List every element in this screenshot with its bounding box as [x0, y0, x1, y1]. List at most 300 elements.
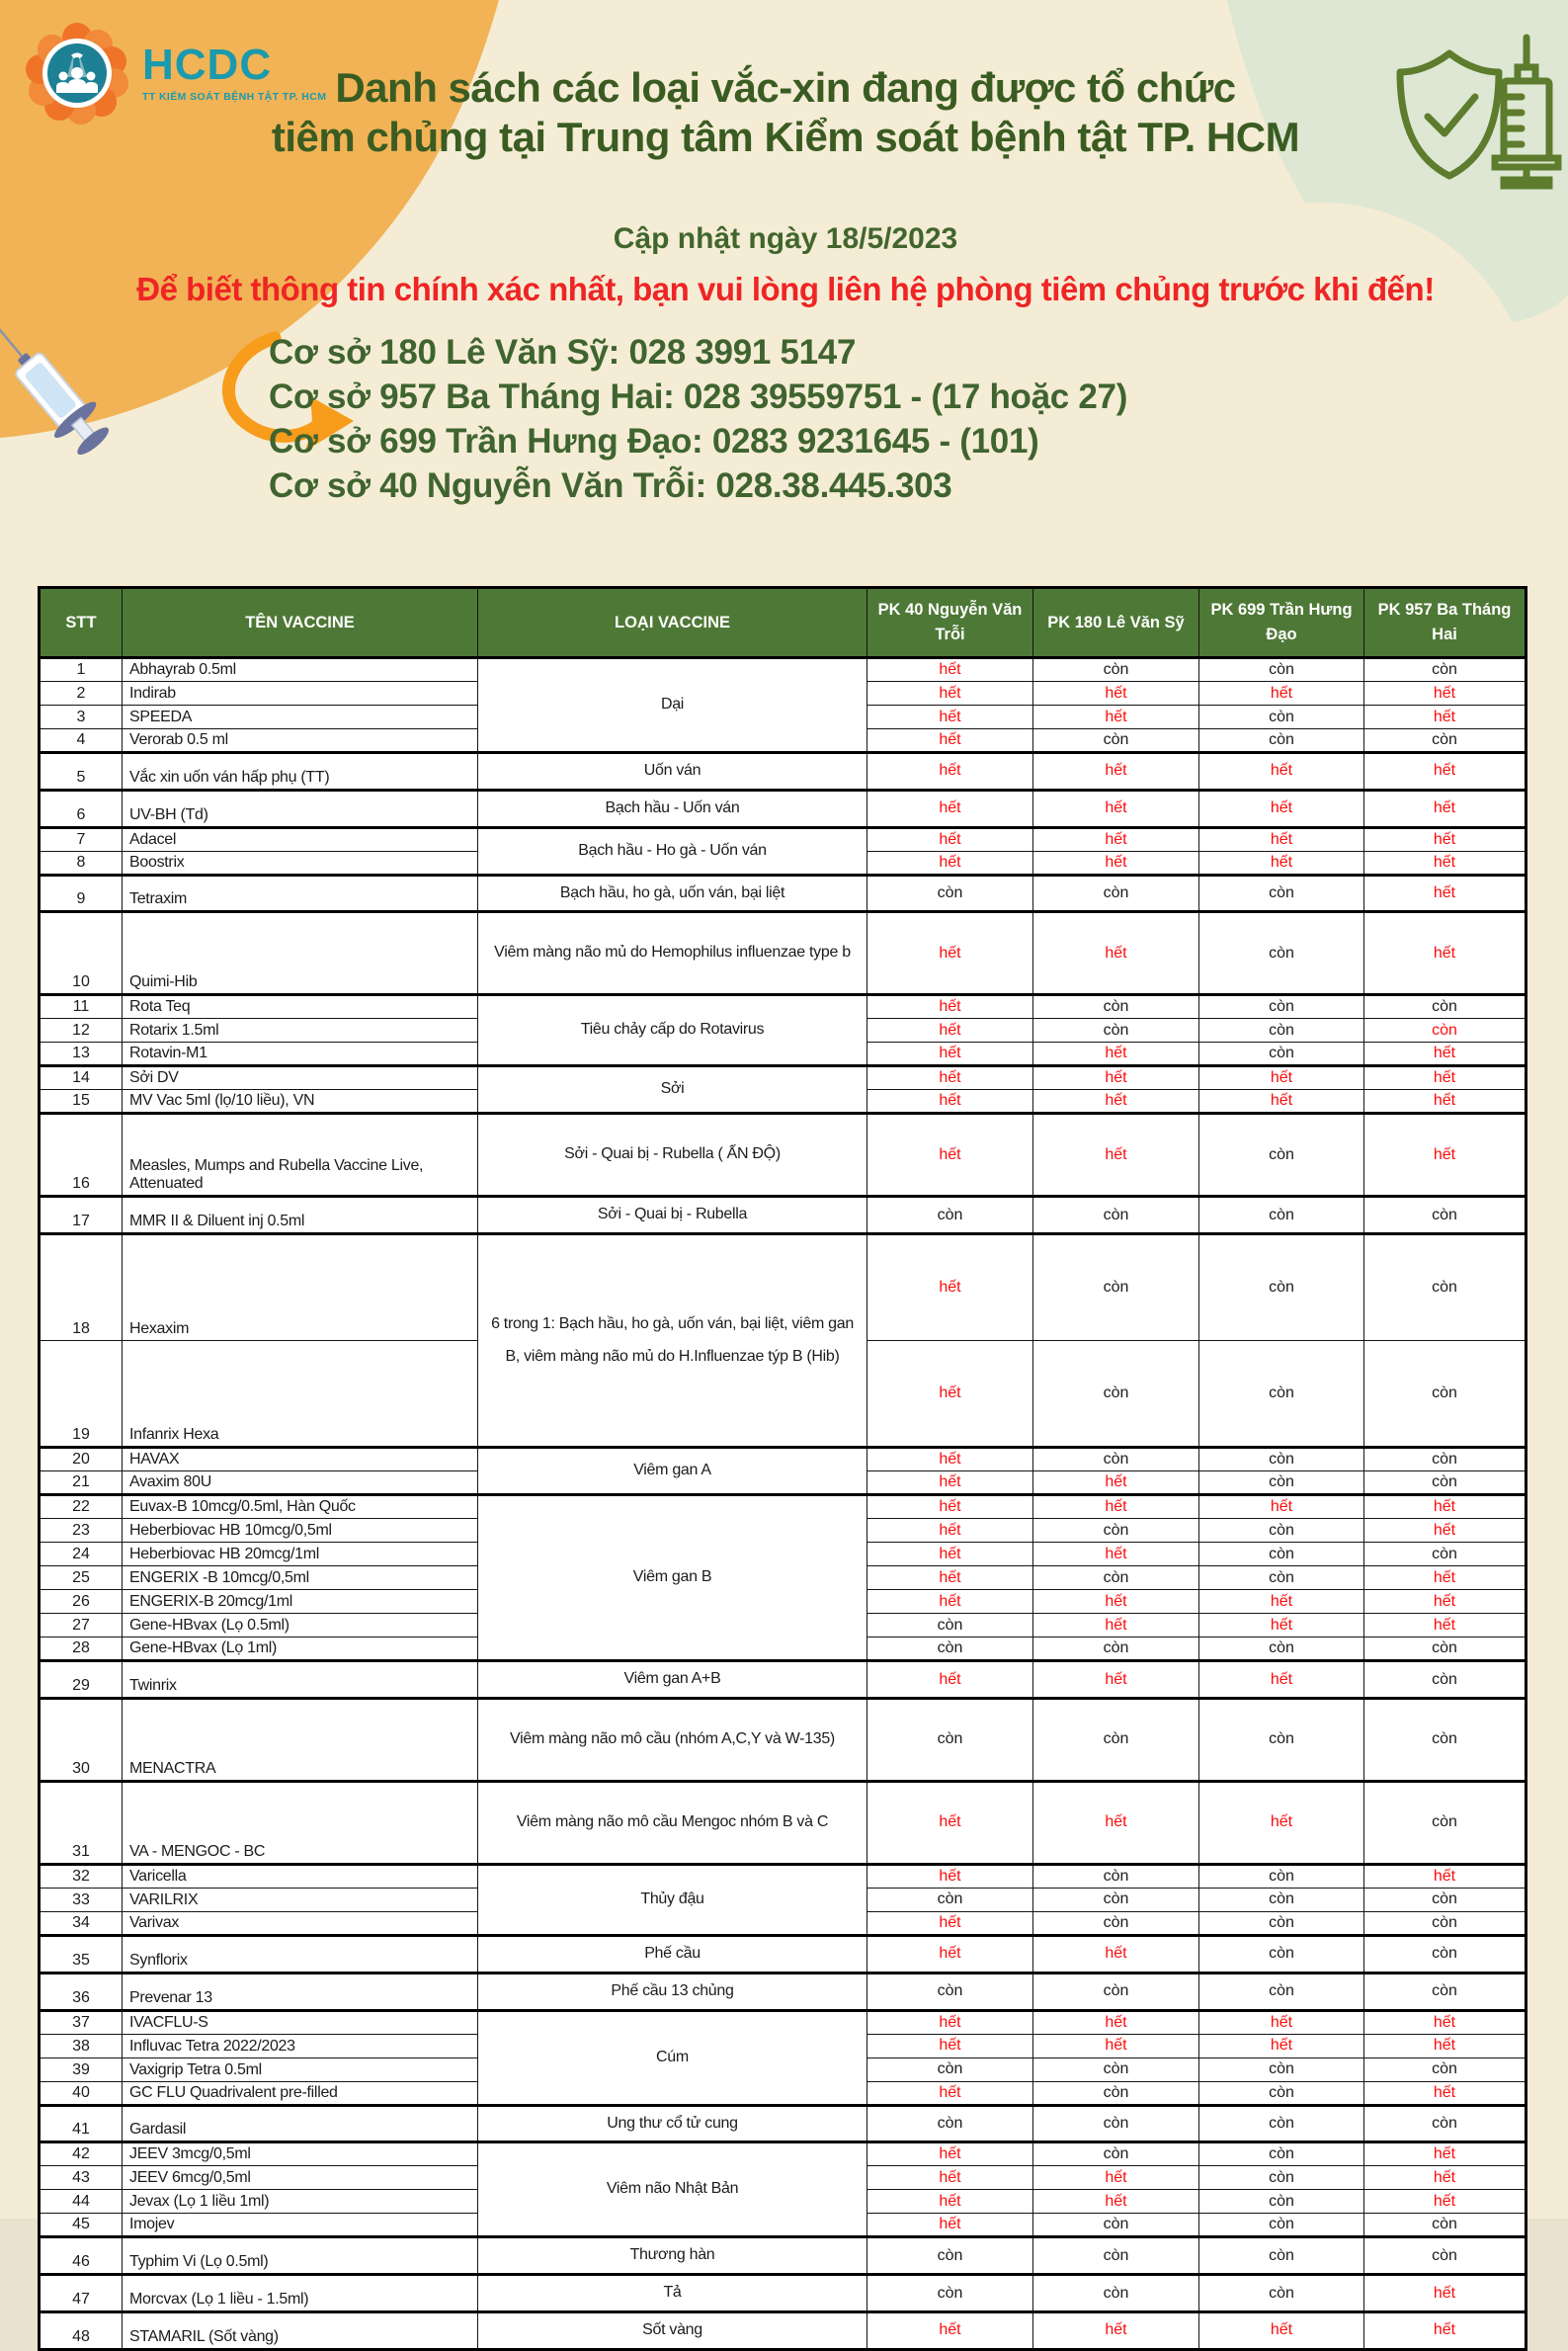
- status-cell: hết: [867, 682, 1033, 706]
- status-cell: còn: [1364, 1888, 1527, 1911]
- stt-cell: 24: [40, 1543, 123, 1566]
- status-cell: hết: [867, 1566, 1033, 1590]
- status-cell: hết: [867, 790, 1033, 827]
- vaccine-type-cell: Phế cầu: [478, 1935, 867, 1973]
- vaccine-name-cell: Boostrix: [123, 851, 478, 875]
- contact-line: Cơ sở 699 Trần Hưng Đạo: 0283 9231645 - (101): [269, 422, 1039, 461]
- stt-cell: 16: [40, 1114, 123, 1197]
- stt-cell: 4: [40, 729, 123, 753]
- logo-wordmark: HCDC: [142, 41, 273, 89]
- status-cell: còn: [1364, 1935, 1527, 1973]
- status-cell: còn: [1364, 1973, 1527, 2010]
- status-cell: hết: [1364, 1519, 1527, 1543]
- status-cell: còn: [1033, 1698, 1199, 1781]
- vaccine-name-cell: Sởi DV: [123, 1066, 478, 1090]
- status-cell: hết: [867, 1935, 1033, 1973]
- status-cell: hết: [1199, 2311, 1364, 2349]
- vaccine-name-cell: MMR II & Diluent inj 0.5ml: [123, 1197, 478, 1234]
- status-cell: còn: [1033, 1637, 1199, 1661]
- status-cell: còn: [1364, 1471, 1527, 1495]
- status-cell: hết: [1199, 682, 1364, 706]
- status-cell: hết: [867, 1019, 1033, 1043]
- status-cell: hết: [1364, 1864, 1527, 1888]
- stt-cell: 39: [40, 2057, 123, 2081]
- status-cell: còn: [1199, 1341, 1364, 1448]
- status-cell: còn: [1364, 995, 1527, 1019]
- status-cell: hết: [1364, 1066, 1527, 1090]
- vaccine-type-cell: Sởi - Quai bị - Rubella ( ẤN ĐỘ): [478, 1114, 867, 1197]
- status-cell: còn: [1033, 995, 1199, 1019]
- status-cell: hết: [1199, 1614, 1364, 1637]
- page-title-line1: Danh sách các loại vắc-xin đang được tổ chức: [335, 64, 1236, 111]
- vaccine-type-cell: Uốn ván: [478, 753, 867, 791]
- vaccine-name-cell: HAVAX: [123, 1448, 478, 1471]
- vaccine-name-cell: ENGERIX-B 20mcg/1ml: [123, 1590, 478, 1614]
- stt-cell: 46: [40, 2237, 123, 2275]
- status-cell: còn: [1199, 1471, 1364, 1495]
- table-row: [40, 1973, 1527, 2010]
- stt-cell: 27: [40, 1614, 123, 1637]
- status-cell: hết: [1364, 851, 1527, 875]
- stt-cell: 40: [40, 2081, 123, 2105]
- vaccine-name-cell: Varivax: [123, 1911, 478, 1935]
- status-cell: còn: [1364, 2057, 1527, 2081]
- stt-cell: 42: [40, 2142, 123, 2166]
- status-cell: hết: [1033, 1935, 1199, 1973]
- table-row: [40, 1114, 1527, 1197]
- status-cell: hết: [1364, 2034, 1527, 2057]
- status-cell: còn: [867, 2057, 1033, 2081]
- status-cell: còn: [1199, 2081, 1364, 2105]
- status-cell: hết: [1364, 1566, 1527, 1590]
- vaccine-name-cell: MV Vac 5ml (lọ/10 liều), VN: [123, 1090, 478, 1114]
- stt-cell: 20: [40, 1448, 123, 1471]
- column-header-5: PK 699 Trần Hưng Đạo: [1199, 588, 1364, 658]
- vaccine-type-cell: Tiêu chảy cấp do Rotavirus: [478, 995, 867, 1066]
- vaccine-type-cell: Viêm não Nhật Bản: [478, 2142, 867, 2237]
- stt-cell: 7: [40, 827, 123, 851]
- status-cell: còn: [1033, 1197, 1199, 1234]
- stt-cell: 17: [40, 1197, 123, 1234]
- stt-cell: 30: [40, 1698, 123, 1781]
- table-row: [40, 2105, 1527, 2142]
- vaccine-type-cell: Viêm gan A+B: [478, 1661, 867, 1699]
- status-cell: hết: [1033, 1114, 1199, 1197]
- vaccine-type-cell: Dại: [478, 658, 867, 753]
- status-cell: còn: [1033, 2142, 1199, 2166]
- status-cell: hết: [1364, 1590, 1527, 1614]
- vaccine-type-cell: Viêm gan B: [478, 1495, 867, 1661]
- vaccine-name-cell: Gene-HBvax (Lọ 1ml): [123, 1637, 478, 1661]
- status-cell: còn: [1033, 2275, 1199, 2312]
- status-cell: hết: [1364, 706, 1527, 729]
- vaccine-name-cell: GC FLU Quadrivalent pre-filled: [123, 2081, 478, 2105]
- vaccine-name-cell: Heberbiovac HB 20mcg/1ml: [123, 1543, 478, 1566]
- status-cell: còn: [1199, 1698, 1364, 1781]
- vaccine-type-cell: 6 trong 1: Bạch hầu, ho gà, uốn ván, bại liệt, viêm gan B, viêm màng não mủ do H.Influenzae týp B (Hib): [478, 1234, 867, 1448]
- status-cell: hết: [1199, 2010, 1364, 2034]
- status-cell: hết: [1364, 2010, 1527, 2034]
- status-cell: hết: [1199, 1661, 1364, 1699]
- vaccine-name-cell: Jevax (Lọ 1 liều 1ml): [123, 2190, 478, 2214]
- status-cell: còn: [1199, 1019, 1364, 1043]
- status-cell: còn: [1033, 2057, 1199, 2081]
- status-cell: còn: [1199, 875, 1364, 912]
- status-cell: hết: [867, 2311, 1033, 2349]
- status-cell: hết: [867, 1543, 1033, 1566]
- status-cell: hết: [1364, 753, 1527, 791]
- status-cell: hết: [1364, 2166, 1527, 2190]
- vaccine-name-cell: SPEEDA: [123, 706, 478, 729]
- status-cell: còn: [1364, 1448, 1527, 1471]
- status-cell: hết: [867, 1590, 1033, 1614]
- vaccine-name-cell: Hexaxim: [123, 1234, 478, 1341]
- status-cell: còn: [867, 1888, 1033, 1911]
- status-cell: hết: [1199, 851, 1364, 875]
- status-cell: hết: [1033, 1471, 1199, 1495]
- status-cell: hết: [867, 658, 1033, 682]
- vaccine-name-cell: Indirab: [123, 682, 478, 706]
- status-cell: còn: [1199, 2142, 1364, 2166]
- table-row: [40, 995, 1527, 1019]
- vaccine-type-cell: Thủy đậu: [478, 1864, 867, 1935]
- status-cell: còn: [1199, 1911, 1364, 1935]
- status-cell: còn: [1364, 1543, 1527, 1566]
- status-cell: còn: [1364, 1698, 1527, 1781]
- vaccine-type-cell: Cúm: [478, 2010, 867, 2105]
- vaccine-name-cell: Twinrix: [123, 1661, 478, 1699]
- status-cell: hết: [1364, 2311, 1527, 2349]
- table-row: [40, 2275, 1527, 2312]
- vaccine-type-cell: Bạch hầu - Uốn ván: [478, 790, 867, 827]
- status-cell: hết: [867, 1864, 1033, 1888]
- stt-cell: 6: [40, 790, 123, 827]
- status-cell: hết: [1033, 1090, 1199, 1114]
- status-cell: hết: [1199, 790, 1364, 827]
- stt-cell: 37: [40, 2010, 123, 2034]
- vaccine-type-cell: Viêm màng não mủ do Hemophilus influenzae type b: [478, 912, 867, 995]
- status-cell: hết: [867, 1090, 1033, 1114]
- stt-cell: 13: [40, 1043, 123, 1066]
- status-cell: còn: [1364, 658, 1527, 682]
- status-cell: hết: [867, 1043, 1033, 1066]
- contact-line: Cơ sở 957 Ba Tháng Hai: 028 39559751 - (17 hoặc 27): [269, 378, 1128, 416]
- column-header-6: PK 957 Ba Tháng Hai: [1364, 588, 1527, 658]
- status-cell: còn: [1199, 2057, 1364, 2081]
- stt-cell: 8: [40, 851, 123, 875]
- syringe-illustration: [0, 287, 148, 445]
- status-cell: còn: [1364, 1637, 1527, 1661]
- stt-cell: 22: [40, 1495, 123, 1519]
- status-cell: còn: [1364, 1019, 1527, 1043]
- table-row: [40, 753, 1527, 791]
- status-cell: còn: [1199, 1043, 1364, 1066]
- table-row: [40, 2010, 1527, 2034]
- status-cell: hết: [1033, 790, 1199, 827]
- vaccine-name-cell: Tetraxim: [123, 875, 478, 912]
- vaccine-name-cell: Vắc xin uốn ván hấp phụ (TT): [123, 753, 478, 791]
- status-cell: hết: [867, 851, 1033, 875]
- stt-cell: 9: [40, 875, 123, 912]
- status-cell: hết: [1364, 827, 1527, 851]
- status-cell: hết: [867, 2214, 1033, 2237]
- table-row: [40, 1935, 1527, 1973]
- status-cell: còn: [1033, 875, 1199, 912]
- status-cell: hết: [1033, 1543, 1199, 1566]
- status-cell: hết: [1033, 1661, 1199, 1699]
- status-cell: hết: [1033, 2166, 1199, 2190]
- vaccine-type-cell: Sởi: [478, 1066, 867, 1114]
- status-cell: còn: [1199, 658, 1364, 682]
- status-cell: còn: [1033, 2105, 1199, 2142]
- table-row: [40, 2311, 1527, 2349]
- column-header-2: LOẠI VACCINE: [478, 588, 867, 658]
- status-cell: còn: [867, 1637, 1033, 1661]
- vaccine-type-cell: Viêm màng não mô cầu Mengoc nhóm B và C: [478, 1781, 867, 1864]
- table-row: [40, 912, 1527, 995]
- table-header-row: [40, 588, 1527, 658]
- logo-tagline: TT KIỂM SOÁT BỆNH TẬT TP. HCM: [142, 91, 327, 103]
- vaccine-name-cell: ENGERIX -B 10mcg/0,5ml: [123, 1566, 478, 1590]
- status-cell: còn: [1199, 1566, 1364, 1590]
- status-cell: còn: [1364, 1781, 1527, 1864]
- vaccine-name-cell: Rotavin-M1: [123, 1043, 478, 1066]
- status-cell: hết: [867, 1448, 1033, 1471]
- stt-cell: 5: [40, 753, 123, 791]
- status-cell: còn: [1364, 1341, 1527, 1448]
- status-cell: còn: [867, 2275, 1033, 2312]
- hcdc-emblem-icon: [26, 22, 128, 125]
- stt-cell: 45: [40, 2214, 123, 2237]
- status-cell: còn: [1199, 1114, 1364, 1197]
- status-cell: hết: [867, 2081, 1033, 2105]
- status-cell: còn: [1364, 729, 1527, 753]
- status-cell: hết: [1364, 912, 1527, 995]
- vaccine-name-cell: Typhim Vi (Lọ 0.5ml): [123, 2237, 478, 2275]
- stt-cell: 12: [40, 1019, 123, 1043]
- table-row: [40, 1661, 1527, 1699]
- status-cell: còn: [1033, 1911, 1199, 1935]
- vaccine-name-cell: Imojev: [123, 2214, 478, 2237]
- vaccine-name-cell: Rotarix 1.5ml: [123, 1019, 478, 1043]
- status-cell: hết: [867, 706, 1033, 729]
- vaccine-name-cell: VA - MENGOC - BC: [123, 1781, 478, 1864]
- status-cell: hết: [1033, 851, 1199, 875]
- vaccine-name-cell: Quimi-Hib: [123, 912, 478, 995]
- status-cell: hết: [1364, 1495, 1527, 1519]
- stt-cell: 48: [40, 2311, 123, 2349]
- status-cell: hết: [1033, 1590, 1199, 1614]
- status-cell: hết: [1364, 2275, 1527, 2312]
- status-cell: hết: [867, 1781, 1033, 1864]
- stt-cell: 43: [40, 2166, 123, 2190]
- column-header-0: STT: [40, 588, 123, 658]
- status-cell: hết: [1364, 2190, 1527, 2214]
- status-cell: hết: [867, 1519, 1033, 1543]
- table-row: [40, 658, 1527, 682]
- page-title: [138, 63, 1433, 163]
- status-cell: hết: [1033, 827, 1199, 851]
- stt-cell: 38: [40, 2034, 123, 2057]
- status-cell: còn: [1199, 1519, 1364, 1543]
- status-cell: còn: [1033, 1519, 1199, 1543]
- status-cell: còn: [867, 1614, 1033, 1637]
- vaccine-table-container: [38, 586, 1527, 2351]
- column-header-4: PK 180 Lê Văn Sỹ: [1033, 588, 1199, 658]
- status-cell: hết: [1364, 682, 1527, 706]
- status-cell: hết: [1033, 2034, 1199, 2057]
- stt-cell: 2: [40, 682, 123, 706]
- vaccine-name-cell: MENACTRA: [123, 1698, 478, 1781]
- status-cell: hết: [1033, 1495, 1199, 1519]
- vaccine-name-cell: JEEV 3mcg/0,5ml: [123, 2142, 478, 2166]
- status-cell: hết: [867, 2190, 1033, 2214]
- status-cell: hết: [867, 995, 1033, 1019]
- status-cell: còn: [1033, 1566, 1199, 1590]
- vaccine-name-cell: Influvac Tetra 2022/2023: [123, 2034, 478, 2057]
- status-cell: còn: [1199, 1197, 1364, 1234]
- vaccine-type-cell: Sởi - Quai bị - Rubella: [478, 1197, 867, 1234]
- vaccine-name-cell: Adacel: [123, 827, 478, 851]
- status-cell: còn: [1364, 1661, 1527, 1699]
- stt-cell: 19: [40, 1341, 123, 1448]
- status-cell: còn: [1199, 995, 1364, 1019]
- status-cell: còn: [1033, 1864, 1199, 1888]
- status-cell: còn: [1199, 912, 1364, 995]
- vaccine-name-cell: Vaxigrip Tetra 0.5ml: [123, 2057, 478, 2081]
- stt-cell: 32: [40, 1864, 123, 1888]
- vaccine-name-cell: Varicella: [123, 1864, 478, 1888]
- status-cell: còn: [1033, 2237, 1199, 2275]
- status-cell: hết: [867, 1341, 1033, 1448]
- status-cell: hết: [1199, 1590, 1364, 1614]
- status-cell: hết: [867, 2142, 1033, 2166]
- status-cell: hết: [867, 827, 1033, 851]
- stt-cell: 31: [40, 1781, 123, 1864]
- status-cell: hết: [1033, 1614, 1199, 1637]
- status-cell: hết: [867, 729, 1033, 753]
- stt-cell: 41: [40, 2105, 123, 2142]
- contact-list: [269, 330, 1127, 508]
- status-cell: hết: [1364, 790, 1527, 827]
- status-cell: hết: [1199, 2034, 1364, 2057]
- status-cell: hết: [1033, 753, 1199, 791]
- table-row: [40, 1781, 1527, 1864]
- status-cell: hết: [1364, 2081, 1527, 2105]
- vaccine-name-cell: VARILRIX: [123, 1888, 478, 1911]
- vaccine-name-cell: Measles, Mumps and Rubella Vaccine Live, Attenuated: [123, 1114, 478, 1197]
- vaccine-name-cell: Morcvax (Lọ 1 liều - 1.5ml): [123, 2275, 478, 2312]
- status-cell: hết: [867, 1661, 1033, 1699]
- status-cell: còn: [1199, 2275, 1364, 2312]
- stt-cell: 11: [40, 995, 123, 1019]
- status-cell: còn: [1199, 2190, 1364, 2214]
- status-cell: còn: [1033, 1019, 1199, 1043]
- status-cell: hết: [867, 753, 1033, 791]
- vaccine-type-cell: Ung thư cổ tử cung: [478, 2105, 867, 2142]
- status-cell: hết: [1033, 1066, 1199, 1090]
- status-cell: còn: [1199, 1864, 1364, 1888]
- status-cell: hết: [867, 1234, 1033, 1341]
- vaccine-type-cell: Tả: [478, 2275, 867, 2312]
- vaccine-name-cell: JEEV 6mcg/0,5ml: [123, 2166, 478, 2190]
- status-cell: còn: [1364, 2105, 1527, 2142]
- status-cell: hết: [1364, 875, 1527, 912]
- status-cell: còn: [1199, 1448, 1364, 1471]
- vaccine-name-cell: IVACFLU-S: [123, 2010, 478, 2034]
- status-cell: còn: [1199, 2105, 1364, 2142]
- status-cell: còn: [1033, 1448, 1199, 1471]
- stt-cell: 21: [40, 1471, 123, 1495]
- status-cell: hết: [1033, 2010, 1199, 2034]
- page-title-line2: tiêm chủng tại Trung tâm Kiểm soát bệnh tật TP. HCM: [271, 114, 1300, 161]
- stt-cell: 14: [40, 1066, 123, 1090]
- status-cell: hết: [867, 2034, 1033, 2057]
- status-cell: còn: [1199, 1888, 1364, 1911]
- vaccine-name-cell: Abhayrab 0.5ml: [123, 658, 478, 682]
- status-cell: còn: [1199, 1973, 1364, 2010]
- status-cell: hết: [867, 1471, 1033, 1495]
- status-cell: hết: [1033, 912, 1199, 995]
- status-cell: hết: [867, 1066, 1033, 1090]
- status-cell: còn: [1199, 1935, 1364, 1973]
- stt-cell: 15: [40, 1090, 123, 1114]
- status-cell: còn: [1033, 1973, 1199, 2010]
- table-row: [40, 1698, 1527, 1781]
- status-cell: còn: [1033, 2081, 1199, 2105]
- stt-cell: 26: [40, 1590, 123, 1614]
- vaccine-type-cell: Viêm màng não mô cầu (nhóm A,C,Y và W-135): [478, 1698, 867, 1781]
- status-cell: hết: [867, 1114, 1033, 1197]
- status-cell: còn: [1199, 1234, 1364, 1341]
- status-cell: hết: [1199, 753, 1364, 791]
- vaccine-name-cell: Gene-HBvax (Lọ 0.5ml): [123, 1614, 478, 1637]
- stt-cell: 10: [40, 912, 123, 995]
- stt-cell: 3: [40, 706, 123, 729]
- stt-cell: 34: [40, 1911, 123, 1935]
- notice-banner: Để biết thông tin chính xác nhất, bạn vui lòng liên hệ phòng tiêm chủng trước khi đến!: [136, 271, 1435, 307]
- status-cell: còn: [1199, 2237, 1364, 2275]
- status-cell: còn: [867, 1698, 1033, 1781]
- vaccine-type-cell: Phế cầu 13 chủng: [478, 1973, 867, 2010]
- vaccine-table: [38, 586, 1527, 2351]
- status-cell: hết: [867, 2166, 1033, 2190]
- table-row: [40, 875, 1527, 912]
- syringe-outline-icon: [1495, 38, 1558, 186]
- table-row: [40, 827, 1527, 851]
- status-cell: hết: [1033, 2190, 1199, 2214]
- status-cell: hết: [867, 1495, 1033, 1519]
- stt-cell: 29: [40, 1661, 123, 1699]
- table-row: [40, 1864, 1527, 1888]
- column-header-3: PK 40 Nguyễn Văn Trỗi: [867, 588, 1033, 658]
- status-cell: còn: [1364, 2237, 1527, 2275]
- vaccine-name-cell: Rota Teq: [123, 995, 478, 1019]
- vaccine-name-cell: Avaxim 80U: [123, 1471, 478, 1495]
- contact-line: Cơ sở 40 Nguyễn Văn Trỗi: 028.38.445.303: [269, 466, 952, 505]
- status-cell: còn: [1033, 1234, 1199, 1341]
- status-cell: hết: [1364, 1090, 1527, 1114]
- vaccine-type-cell: Thương hàn: [478, 2237, 867, 2275]
- vaccine-name-cell: Prevenar 13: [123, 1973, 478, 2010]
- status-cell: hết: [1364, 2142, 1527, 2166]
- status-cell: còn: [1364, 1197, 1527, 1234]
- vaccine-name-cell: UV-BH (Td): [123, 790, 478, 827]
- status-cell: còn: [1199, 729, 1364, 753]
- status-cell: còn: [1033, 2214, 1199, 2237]
- contact-line: Cơ sở 180 Lê Văn Sỹ: 028 3991 5147: [269, 333, 857, 372]
- status-cell: hết: [1033, 706, 1199, 729]
